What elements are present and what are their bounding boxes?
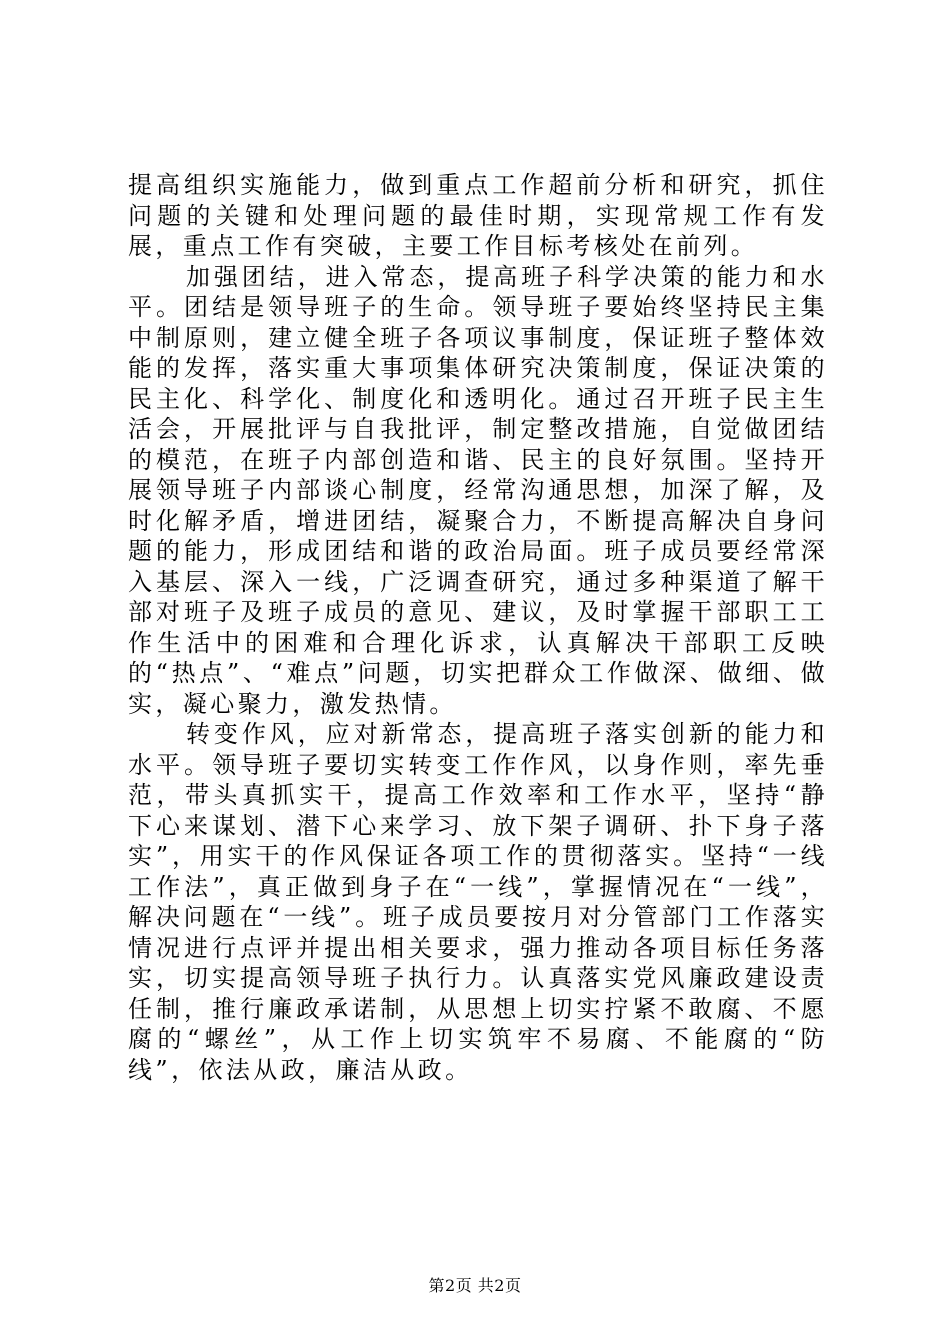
document-body (128, 170, 828, 1085)
paragraph-continuation: 提高组织实施能力，做到重点工作超前分析和研究，抓住问题的关键和处理问题的最佳时期，实现常规工作有发展，重点工作有突破，主要工作目标考核处在前列。 (128, 171, 828, 260)
page-number-footer: 第2页 共2页 (428, 1276, 522, 1295)
paragraph-unity: 加强团结，进入常态，提高班子科学决策的能力和水平。团结是领导班子的生命。领导班子要始终坚持民主集中制原则，建立健全班子各项议事制度，保证班子整体效能的发挥，落实重大事项集体研究决策制度，保证决策的民主化、科学化、制度化和透明化。通过召开班子民主生活会，开展批评与自我批评，制定整改措施，自觉做团结的模范，在班子内部创造和谐、民主的良好氛围。坚持开展领导班子内部谈心制度，经常沟通思想，加深了解，及时化解矛盾，增进团结，凝聚合力，不断提高解决自身问题的能力，形成团结和谐的政治局面。班子成员要经常深入基层、深入一线，广泛调查研究，通过多种渠道了解干部对班子及班子成员的意见、建议，及时掌握干部职工工作生活中的困难和合理化诉求，认真解决干部职工反映的“热点”、“难点”问题，切实把群众工作做深、做细、做实，凝心聚力，激发热情。 (128, 262, 828, 718)
paragraph-work-style: 转变作风，应对新常态，提高班子落实创新的能力和水平。领导班子要切实转变工作作风，以身作则，率先垂范，带头真抓实干，提高工作效率和工作水平，坚持“静下心来谋划、潜下心来学习、放下架子调研、扑下身子落实”，用实干的作风保证各项工作的贯彻落实。坚持“一线工作法”，真正做到身子在“一线”，掌握情况在“一线”，解决问题在“一线”。班子成员要按月对分管部门工作落实情况进行点评并提出相关要求，强力推动各项目标任务落实，切实提高领导班子执行力。认真落实党风廉政建设责任制，推行廉政承诺制，从思想上切实拧紧不敢腐、不愿腐的“螺丝”，从工作上切实筑牢不易腐、不能腐的“防线”，依法从政，廉洁从政。 (128, 720, 828, 1084)
